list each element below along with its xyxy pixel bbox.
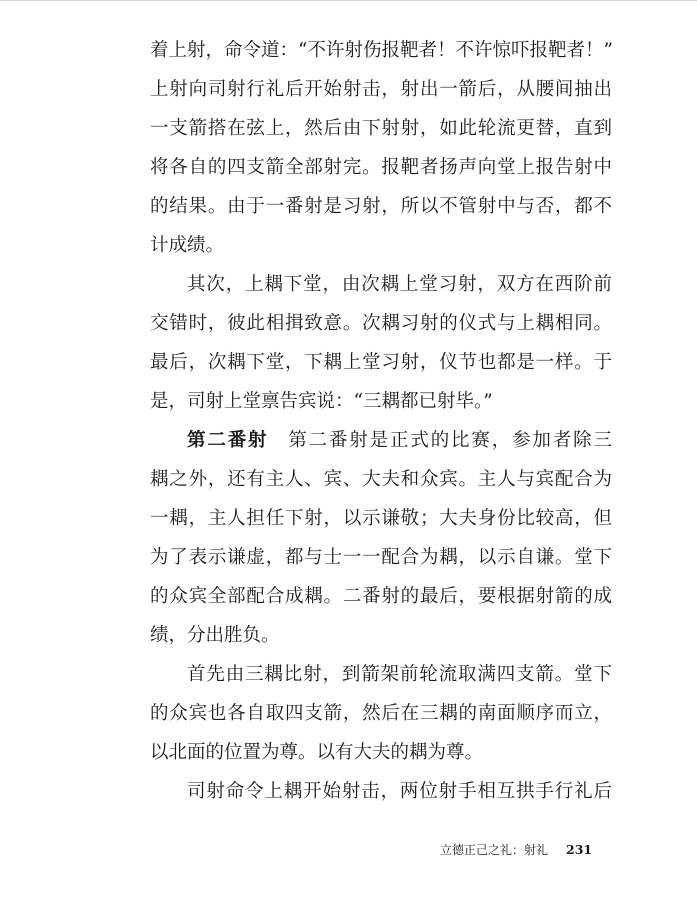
section-heading-text: 第二番射是正式的比赛，参加者除三	[286, 430, 612, 451]
text-line: 耦之外，还有主人、宾、大夫和众宾。主人与宾配合为	[150, 469, 612, 490]
text-line: 绩，分出胜负。	[150, 625, 280, 646]
text-line: 最后，次耦下堂，下耦上堂习射，仪节也都是一样。于	[150, 352, 612, 373]
text-line: 计成绩。	[150, 235, 225, 256]
text-line: 一支箭搭在弦上，然后由下射射，如此轮流更替，直到	[150, 118, 612, 139]
text-line: 首先由三耦比射，到箭架前轮流取满四支箭。堂下	[187, 664, 612, 685]
page-number: 231	[566, 842, 593, 857]
text-line: 一耦，主人担任下射，以示谦敬；大夫身份比较高，但	[150, 508, 612, 529]
text-line: 其次，上耦下堂，由次耦上堂习射，双方在西阶前	[187, 274, 612, 295]
page-footer	[440, 839, 610, 861]
section-heading: 第二番射	[187, 430, 269, 451]
text-line: 为了表示谦虚，都与士一一配合为耦，以示自谦。堂下	[150, 547, 612, 568]
body-text	[150, 31, 612, 811]
text-line: 着上射，命令道：“不许射伤报靶者！不许惊吓报靶者！”	[150, 40, 613, 61]
section-heading-line	[150, 421, 612, 460]
text-line: 以北面的位置为尊。以有大夫的耦为尊。	[150, 742, 484, 763]
text-line: 的结果。由于一番射是习射，所以不管射中与否，都不	[150, 196, 612, 217]
text-line: 的众宾也各自取四支箭，然后在三耦的南面顺序而立，	[150, 703, 612, 724]
text-line: 交错时，彼此相揖致意。次耦习射的仪式与上耦相同。	[150, 313, 612, 334]
text-line: 是，司射上堂禀告宾说：“三耦都已射毕。”	[150, 391, 493, 412]
text-line: 的众宾全部配合成耦。二番射的最后，要根据射箭的成	[150, 586, 612, 607]
text-line: 将各自的四支箭全部射完。报靶者扬声向堂上报告射中	[150, 157, 612, 178]
text-line: 上射向司射行礼后开始射击，射出一箭后，从腰间抽出	[150, 79, 612, 100]
running-title: 立德正己之礼：射礼	[440, 843, 549, 857]
text-line: 司射命令上耦开始射击，两位射手相互拱手行礼后	[187, 781, 612, 802]
